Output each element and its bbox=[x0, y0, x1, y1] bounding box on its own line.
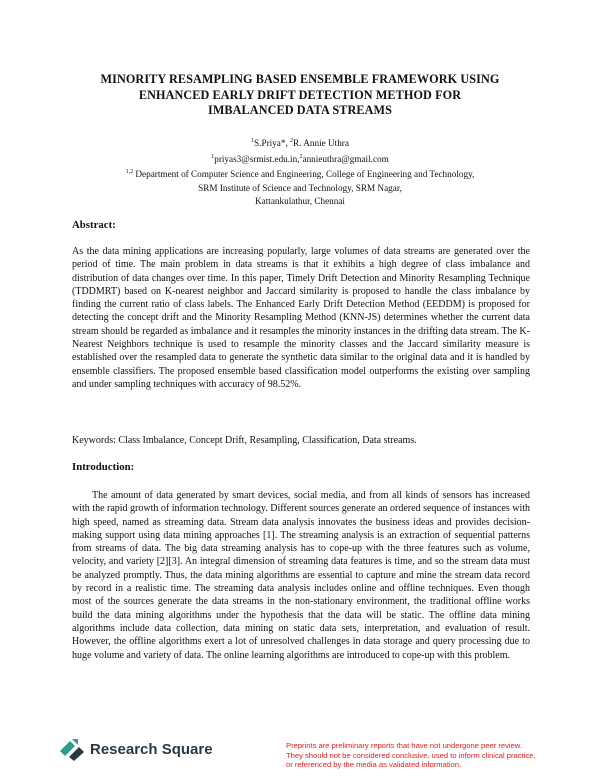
abstract-body: As the data mining applications are increasing popularly, large volumes of data streams are generated over the period of time. The main problem in data streams is that it exhibits a high degree of class imbalance and distribution of data changes over time. In this paper, Timely Drift Detection and Minority Resampling Technique (TDDMRT) based on K-nearest neighbor and Jaccard similarity is proposed to handle the class imbalance by finding the current ratio of class labels. The Enhanced Early Drift Detection Method (EEDDM) is proposed for detecting the concept drift and the Minority Resampling Method (KNN-JS) determines whether the current data stream should be regarded as imbalance and it resamples the minority instances in the drifting data stream. The K-Nearest Neighbors technique is used to resample the minority classes and the Jaccard similarity measure is established over the resampled data to generate the synthetic data similar to the original data and it is handled by ensemble classifiers. The proposed ensemble based classification model outperforms the existing over sampling and under sampling techniques with accuracy of 98.52%. bbox=[72, 246, 530, 390]
author-1: S.Priya*, bbox=[254, 138, 291, 149]
email-sup: 1 bbox=[211, 153, 215, 160]
title-line: IMBALANCED DATA STREAMS bbox=[207, 103, 392, 117]
research-square-brand: Research Square bbox=[90, 740, 213, 758]
affiliation-text: Department of Computer Science and Engineering, College of Engineering and Technology, bbox=[133, 169, 475, 180]
affiliation-line-3: Kattankulathur, Chennai bbox=[255, 196, 345, 207]
author-block bbox=[0, 135, 600, 209]
affiliation-line-2: SRM Institute of Science and Technology, SRM Nagar, bbox=[198, 182, 402, 193]
paper-title bbox=[60, 72, 540, 119]
introduction-body: The amount of data generated by smart devices, social media, and from all kinds of sensors has increased with the rapid growth of information technology. Different sources generate an ordered sequence of instances with high speed, named as streaming data. Stream data analysis innovates the business ideas and provides decision-making support using data mining approaches [1]. The streaming analysis is an extraction of sequential patterns from streams of data. The big data streaming analysis has to cope-up with the three features such as volume, velocity, and variety [2][3]. An integral dimension of streaming data features is time, and so the stream data must be analyzed promptly. Thus, the data mining algorithms are essential to capture and mine the stream data record by record in a realistic time. The streaming data analysis includes online and offline techniques. Even though most of the sources generate the data streams in the non-stationary environment, the traditional offline works build the data mining algorithms under the hypothesis that the data will be static. The offline data mining algorithms include data collection, data mining on static data sets, interpretation, and evaluation of result. However, the offline algorithms exert a lot of unresolved challenges in data storage and query processing due to huge volume and variety of data. The online learning algorithms are introduced to cope-up with this problem. bbox=[72, 490, 530, 661]
introduction-heading: Introduction: bbox=[72, 461, 135, 473]
author-names bbox=[0, 135, 600, 151]
email-2: annieuthra@gmail.com bbox=[302, 153, 389, 164]
author-2: R. Annie Uthra bbox=[293, 138, 349, 149]
notice-line: Preprints are preliminary reports that have not undergone peer review. bbox=[286, 741, 522, 750]
research-square-logo-icon bbox=[60, 737, 84, 761]
affiliation-line-1 bbox=[0, 166, 600, 182]
email-1: priyas3@srmist.edu.in, bbox=[214, 153, 300, 164]
preprint-notice bbox=[286, 741, 596, 770]
notice-line: They should not be considered conclusive, used to inform clinical practice, bbox=[286, 750, 536, 760]
author-emails bbox=[0, 151, 600, 167]
notice-line: or referenced by the media as validated information. bbox=[286, 760, 462, 769]
research-square-logo[interactable] bbox=[60, 737, 213, 761]
author-sup: 1 bbox=[251, 138, 255, 144]
abstract-heading: Abstract: bbox=[72, 219, 116, 231]
title-line: MINORITY RESAMPLING BASED ENSEMBLE FRAMEWORK USING bbox=[100, 72, 500, 86]
keywords: Keywords: Class Imbalance, Concept Drift, Resampling, Classification, Data streams. bbox=[72, 435, 417, 446]
title-line: ENHANCED EARLY DRIFT DETECTION METHOD FOR bbox=[138, 87, 462, 102]
email-sup: 2 bbox=[299, 153, 303, 160]
affil-sup: 1,2 bbox=[125, 169, 134, 176]
author-sup: 2 bbox=[290, 138, 294, 144]
